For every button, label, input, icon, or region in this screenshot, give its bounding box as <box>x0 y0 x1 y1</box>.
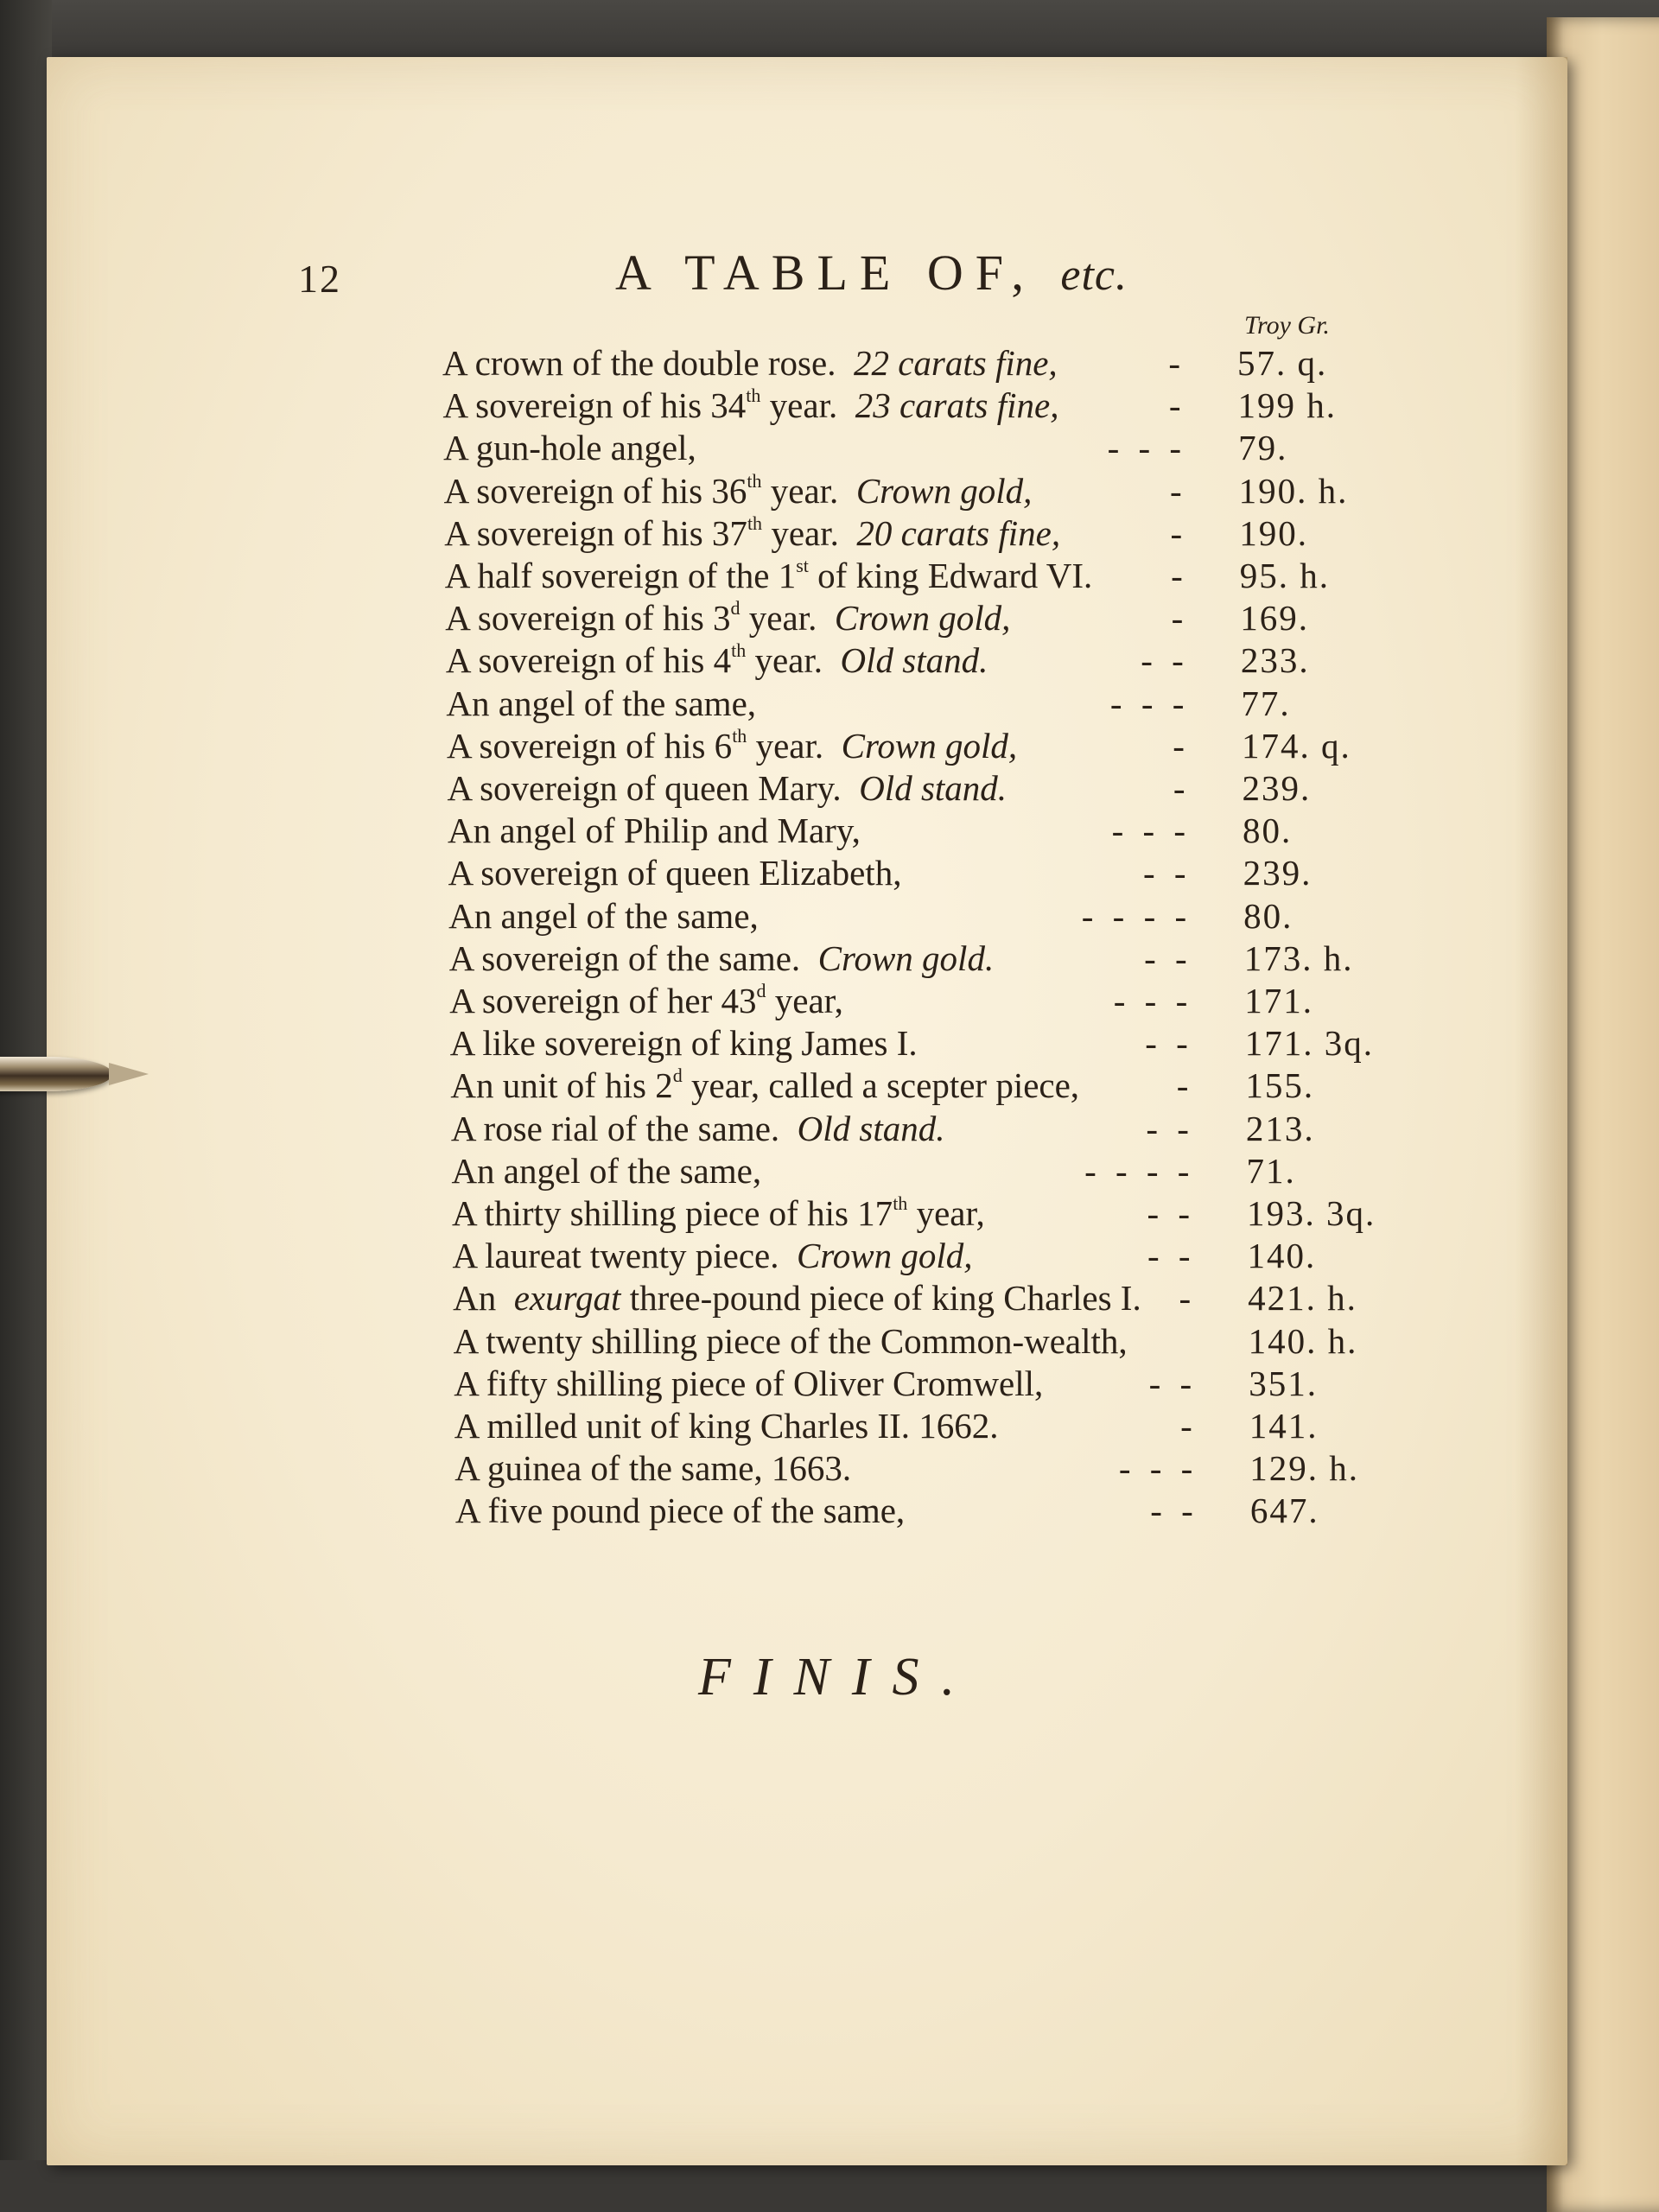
page-title-main: A TABLE OF, <box>615 245 1036 301</box>
leader-dashes: - <box>1173 725 1190 766</box>
coin-name: A twenty shilling piece of the Common-wealth, <box>453 1320 1128 1361</box>
table-row <box>445 597 1361 639</box>
leader-dashes: - - - <box>1111 810 1192 851</box>
fineness-note: 20 carats fine, <box>856 512 1061 553</box>
coin-name-continued: year, <box>766 981 843 1020</box>
troy-grain-weight: 140. h. <box>1248 1320 1358 1361</box>
page-title-suffix: etc. <box>1060 251 1128 300</box>
table-row <box>454 1320 1370 1363</box>
leader-dashes: - - - - <box>1081 895 1192 936</box>
ordinal-suffix: th <box>732 724 747 747</box>
fineness-note: exurgat <box>513 1278 621 1319</box>
troy-grain-weight: 140. <box>1247 1236 1317 1276</box>
troy-grain-weight: 233. <box>1240 640 1310 681</box>
table-row <box>449 1022 1375 1065</box>
coin-description <box>445 597 1010 639</box>
coin-name-continued: year. <box>747 725 824 766</box>
leader-dashes: - - - <box>1107 428 1187 468</box>
backdrop-bottom <box>0 2160 1659 2212</box>
coin-name-continued: year, called a scepter piece, <box>682 1065 1080 1106</box>
ordinal-suffix: th <box>747 469 762 492</box>
table-row <box>449 980 1365 1022</box>
table-row <box>445 555 1361 597</box>
troy-grain-weight: 173. h. <box>1243 938 1354 978</box>
coin-name: A sovereign of queen Elizabeth, <box>448 853 902 893</box>
troy-grain-weight: 129. h. <box>1249 1448 1360 1489</box>
table-row <box>443 385 1359 427</box>
coin-description <box>446 639 988 682</box>
troy-grain-weight: 239. <box>1242 768 1312 808</box>
leader-dashes: - - <box>1150 1491 1198 1531</box>
ordinal-suffix: d <box>730 597 741 620</box>
leader-dashes: - <box>1176 1065 1194 1106</box>
coin-name-continued: year. <box>762 512 839 553</box>
backdrop-left <box>0 0 52 2212</box>
coin-name-continued: year. <box>740 598 817 639</box>
leader-dashes: - - - <box>1113 981 1193 1020</box>
troy-grain-weight: 171. <box>1244 981 1313 1020</box>
table-row <box>442 342 1358 385</box>
table-row <box>448 852 1364 894</box>
table-row <box>444 470 1360 512</box>
table-row <box>448 810 1363 852</box>
coin-description <box>446 683 756 725</box>
troy-grain-weight: 77. <box>1241 683 1291 723</box>
coin-name: A laureat twenty piece. <box>452 1236 779 1276</box>
page-number: 12 <box>298 257 341 301</box>
coin-description <box>449 938 995 980</box>
coin-description <box>454 1363 1043 1405</box>
fineness-note: Crown gold, <box>855 470 1033 511</box>
ordinal-suffix: d <box>756 980 766 1001</box>
column-header-troy-grains: Troy Gr. <box>1244 311 1330 340</box>
coin-name: A rose rial of the same. <box>450 1108 780 1148</box>
coin-description <box>448 810 861 852</box>
table-row <box>444 512 1360 555</box>
coin-description <box>444 470 1033 512</box>
coin-name: A gun-hole angel, <box>443 428 696 468</box>
troy-grain-weight: 351. <box>1249 1363 1318 1403</box>
coin-description <box>455 1490 905 1532</box>
table-row <box>443 427 1359 469</box>
troy-grain-weight: 421. h. <box>1248 1278 1357 1319</box>
table-row <box>453 1235 1369 1277</box>
coin-name: An angel of the same, <box>446 683 757 723</box>
troy-grain-weight: 213. <box>1245 1108 1315 1148</box>
table-row <box>452 1192 1376 1235</box>
table-row <box>447 725 1363 767</box>
troy-grain-weight: 174. q. <box>1241 725 1351 766</box>
pen-tip <box>109 1063 149 1085</box>
coin-name: A sovereign of his 3 <box>445 598 731 639</box>
coin-name: A sovereign of queen Mary. <box>447 768 842 808</box>
troy-grain-weight: 199 h. <box>1237 385 1338 426</box>
leader-dashes: - <box>1171 598 1189 639</box>
coin-name: A like sovereign of king James I. <box>449 1023 918 1064</box>
coin-description <box>442 342 1058 385</box>
leader-dashes: - - <box>1148 1363 1198 1403</box>
troy-grain-weight: 80. <box>1243 895 1294 936</box>
leader-dashes: - - <box>1145 1023 1193 1064</box>
table-row <box>446 683 1362 725</box>
troy-grain-weight: 71. <box>1246 1150 1296 1191</box>
fineness-note: Old stand. <box>859 768 1007 808</box>
leader-dashes: - <box>1168 385 1186 426</box>
coin-name-continued: year. <box>760 385 838 426</box>
fineness-note: Old stand. <box>840 640 988 681</box>
table-row <box>451 1108 1367 1150</box>
troy-grain-weight: 190. h. <box>1238 470 1349 511</box>
page-title <box>615 244 1128 302</box>
leader-dashes: - - - <box>1118 1448 1198 1489</box>
coin-name: An <box>453 1278 497 1319</box>
coin-name-continued: year. <box>761 470 839 511</box>
leader-dashes: - - - <box>1109 683 1190 723</box>
leader-dashes: - - <box>1146 1108 1194 1148</box>
coin-description <box>447 725 1017 767</box>
coin-name: An unit of his 2 <box>450 1065 673 1106</box>
coin-description <box>443 427 696 469</box>
coin-description <box>449 980 843 1022</box>
coin-name: A fifty shilling piece of Oliver Cromwell, <box>454 1363 1044 1403</box>
ordinal-suffix: d <box>672 1065 683 1087</box>
coin-description <box>451 1108 945 1150</box>
coin-description <box>448 767 1007 810</box>
coin-name: A sovereign of the same. <box>448 938 801 978</box>
ordinal-suffix: th <box>893 1192 908 1214</box>
coin-name: A half sovereign of the 1 <box>444 556 797 595</box>
coin-name: An angel of the same, <box>451 1150 762 1191</box>
coin-name-continued: year. <box>746 640 823 681</box>
table-row <box>448 767 1363 810</box>
coin-description <box>453 1277 1141 1319</box>
coin-name: A thirty shilling piece of his 17 <box>452 1193 893 1233</box>
coin-name: A crown of the double rose. <box>442 343 836 383</box>
coin-name: A sovereign of his 4 <box>445 640 732 681</box>
troy-grain-weight: 190. <box>1239 512 1308 553</box>
troy-grain-weight: 169. <box>1240 598 1310 639</box>
finis-mark: FINIS. <box>698 1648 978 1707</box>
coin-description <box>448 852 902 894</box>
table-row <box>450 1065 1366 1107</box>
table-row <box>454 1363 1370 1405</box>
leader-dashes: - - <box>1147 1193 1195 1233</box>
troy-grain-weight: 647. <box>1249 1491 1319 1531</box>
coin-name: A guinea of the same, 1663. <box>454 1448 852 1489</box>
backdrop-top <box>0 0 1659 60</box>
coin-description <box>454 1320 1128 1363</box>
fineness-note: Crown gold. <box>817 938 995 978</box>
fineness-note: Crown gold, <box>834 598 1011 639</box>
leader-dashes: - <box>1170 512 1188 553</box>
leader-dashes: - - <box>1147 1236 1196 1276</box>
coin-description <box>450 1065 1079 1107</box>
leader-dashes: - - <box>1141 640 1189 681</box>
troy-grain-weight: 95. h. <box>1239 556 1330 595</box>
coin-description <box>450 1022 918 1065</box>
coin-name: An angel of Philip and Mary, <box>448 810 861 851</box>
troy-grain-weight: 57. q. <box>1237 343 1328 383</box>
coin-name: A sovereign of his 36 <box>443 470 747 511</box>
leader-dashes: - - <box>1144 938 1192 978</box>
fineness-note: 23 carats fine, <box>855 385 1059 426</box>
leader-dashes: - <box>1168 343 1185 383</box>
ordinal-suffix: th <box>746 385 761 407</box>
table-row <box>448 895 1364 938</box>
coin-description <box>452 1192 985 1235</box>
leader-dashes: - - - - <box>1084 1150 1195 1191</box>
coin-name-rest: three-pound piece of king Charles I. <box>629 1278 1141 1319</box>
leader-dashes: - <box>1169 470 1187 511</box>
troy-grain-weight: 155. <box>1245 1065 1315 1106</box>
leader-dashes: - - <box>1143 853 1192 893</box>
coin-description <box>451 1150 761 1192</box>
coin-description <box>445 555 1093 597</box>
table-row <box>446 639 1362 682</box>
coin-description <box>454 1447 851 1490</box>
fineness-note: Old stand. <box>797 1108 945 1148</box>
fineness-note: Crown gold, <box>841 725 1018 766</box>
leader-dashes: - <box>1173 768 1191 808</box>
table-row <box>453 1277 1369 1319</box>
table-row <box>455 1490 1371 1532</box>
coin-name: A sovereign of his 6 <box>446 725 733 766</box>
coin-name: A sovereign of his 37 <box>444 512 747 553</box>
coin-name: An angel of the same, <box>448 895 759 936</box>
ordinal-suffix: st <box>796 555 809 576</box>
table-row <box>454 1447 1370 1490</box>
coin-name: A milled unit of king Charles II. 1662. <box>454 1406 999 1446</box>
coin-description <box>453 1235 973 1277</box>
troy-grain-weight: 239. <box>1243 853 1313 893</box>
coin-description <box>454 1405 999 1447</box>
troy-grain-weight: 141. <box>1249 1406 1319 1446</box>
coin-description <box>448 895 759 938</box>
troy-grain-weight: 193. 3q. <box>1247 1193 1376 1233</box>
coin-name: A sovereign of her 43 <box>449 981 757 1020</box>
ordinal-suffix: th <box>731 639 747 662</box>
ordinal-suffix: th <box>747 512 763 534</box>
coin-name: A five pound piece of the same, <box>454 1491 906 1531</box>
fineness-note: Crown gold, <box>797 1236 973 1276</box>
table-row <box>454 1405 1370 1447</box>
leader-dashes: - <box>1179 1278 1197 1319</box>
table-row <box>449 938 1365 980</box>
leader-dashes: - <box>1180 1406 1198 1446</box>
leader-dashes: - <box>1171 556 1188 595</box>
troy-grain-weight: 171. 3q. <box>1244 1023 1375 1064</box>
table-row <box>451 1150 1367 1192</box>
coin-name-continued: year, <box>907 1193 985 1233</box>
troy-grain-weight: 80. <box>1243 810 1293 851</box>
troy-grain-weight: 79. <box>1238 428 1288 468</box>
coin-description <box>443 385 1059 427</box>
coin-description <box>444 512 1060 555</box>
fineness-note: 22 carats fine, <box>853 343 1058 383</box>
coin-name-continued: of king Edward VI. <box>808 556 1093 595</box>
coin-name: A sovereign of his 34 <box>442 385 747 426</box>
